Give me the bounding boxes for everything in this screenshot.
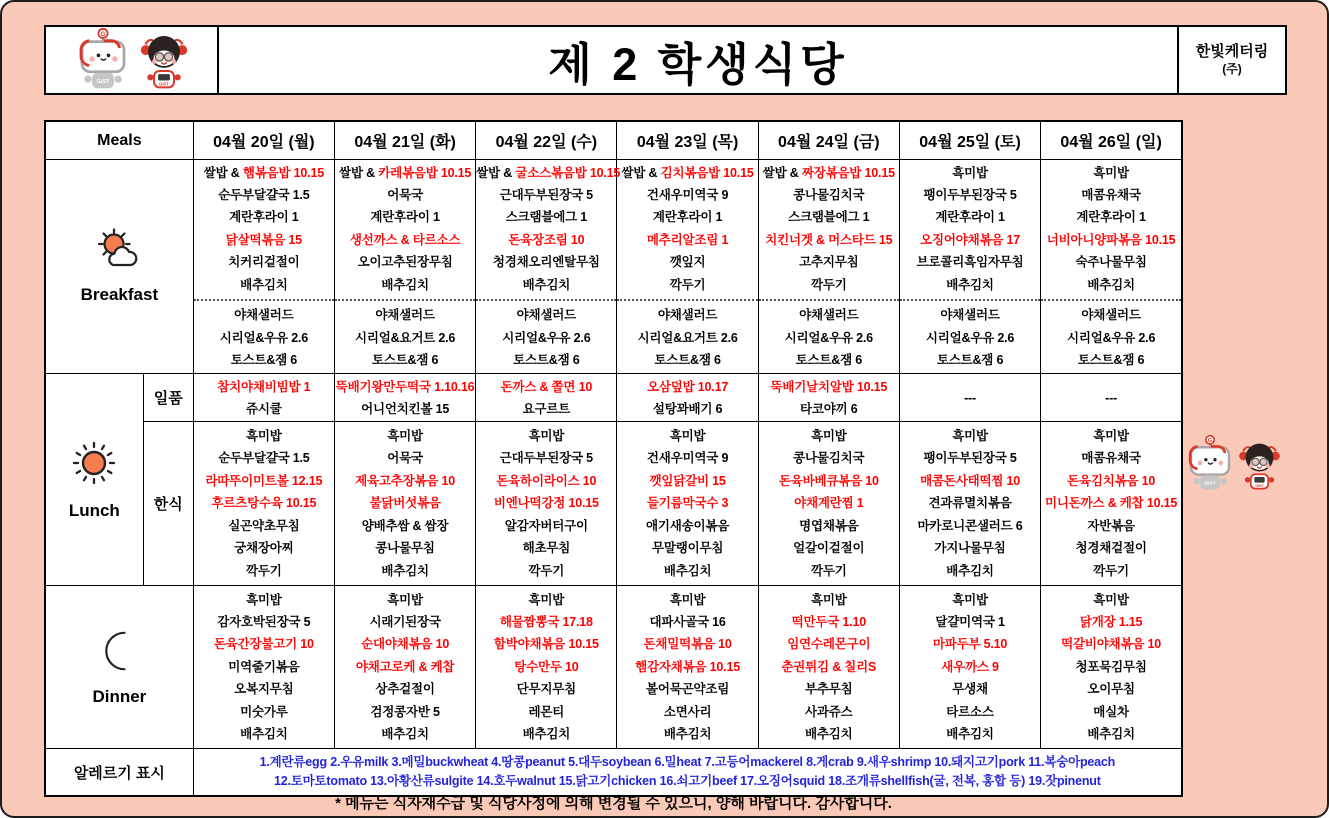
menu-item: 레몬티: [528, 704, 565, 719]
menu-item: 쌀밥 & 굴소스볶음밥 10.15: [476, 165, 621, 180]
menu-item: 야채샐러드: [799, 308, 859, 323]
menu-item: 매실차: [1093, 704, 1129, 719]
allergy-label: 알레르기 표시: [45, 749, 193, 797]
menu-item: 계란후라이 1: [229, 210, 299, 225]
menu-item: 청경채오리엔탈무침: [492, 255, 600, 270]
menu-item: 치커리겉절이: [228, 255, 300, 270]
menu-item: 들기름막국수 3: [646, 496, 729, 511]
menu-item: 배추김치: [946, 563, 994, 578]
menu-item: 흑미밥: [246, 429, 282, 444]
menu-item: 대파사골국 16: [649, 614, 726, 629]
menu-cell: [758, 586, 899, 749]
footer-note: * 메뉴는 식자재수급 및 식당사정에 의해 변경될 수 있으니, 양해 바랍니다. 감사합니다.: [335, 795, 892, 812]
menu-item: 배추김치: [946, 727, 994, 742]
menu-item: 깍두기: [669, 277, 706, 292]
menu-item: 견과류멸치볶음: [928, 496, 1012, 511]
menu-item: 흑미밥: [246, 592, 282, 607]
menu-item: 배추김치: [522, 727, 571, 742]
menu-item: 근대두부된장국 5: [499, 188, 593, 203]
menu-item: 흑미밥: [1093, 592, 1129, 607]
menu-item: 계란후라이 1: [1076, 210, 1146, 225]
menu-item: 배추김치: [1087, 727, 1135, 742]
hansik-label: 한식: [143, 422, 193, 586]
menu-item: 흑미밥: [669, 592, 706, 607]
menu-item: 돈채밀떡볶음 10: [643, 637, 732, 652]
allergy-content: [193, 749, 1182, 797]
menu-item: 배추김치: [946, 277, 994, 292]
menu-item: 후르츠탕수육 10.15: [211, 496, 317, 511]
menu-item: 배추김치: [663, 727, 712, 742]
lunch-label-cell: [45, 374, 143, 586]
menu-item: 토스트&잼 6: [230, 352, 298, 367]
menu-item: 흑미밥: [1093, 429, 1129, 444]
menu-item: 함박야채볶음 10.15: [493, 637, 599, 652]
menu-item: 돈육하이라이스 10: [496, 473, 597, 488]
menu-item: 쥬시쿨: [246, 401, 282, 416]
menu-item: 야채샐러드: [516, 308, 577, 323]
menu-item: 오징어야채볶음 17: [920, 232, 1020, 247]
menu-cell: [899, 160, 1040, 374]
dinner-label-cell: [45, 586, 193, 749]
menu-item: 시리얼&우유 2.6: [219, 330, 308, 345]
menu-item: 마카로니콘샐러드 6: [917, 518, 1023, 533]
menu-cell: [334, 160, 475, 374]
menu-item: 깍두기: [528, 563, 565, 578]
menu-item: 생선까스 & 타르소스: [349, 232, 461, 247]
dinner-row: [45, 586, 1182, 749]
mascot-girl-icon: [1238, 439, 1281, 492]
day-header: 04월 20일 (월): [193, 121, 334, 160]
caterer-suffix: (주): [1222, 61, 1242, 76]
menu-item: 라따뚜이미트볼 12.15: [205, 473, 323, 488]
menu-item: 사과쥬스: [805, 704, 853, 719]
menu-item: 소면사리: [663, 704, 712, 719]
menu-item: 시리얼&우유 2.6: [502, 330, 591, 345]
menu-item: 시래기된장국: [369, 614, 441, 629]
menu-cell: [193, 374, 334, 422]
day-header: 04월 21일 (화): [334, 121, 475, 160]
menu-cell: [476, 374, 617, 422]
menu-item: 타코야끼 6: [800, 401, 858, 416]
menu-item: 자반볶음: [1087, 518, 1135, 533]
menu-item: 야채샐러드: [940, 308, 1000, 323]
menu-item: 어묵국: [387, 188, 423, 203]
weekly-menu-table: [44, 120, 1183, 797]
menu-item: 미니돈까스 & 케찹 10.15: [1045, 496, 1178, 511]
menu-item: 돈육장조림 10: [508, 232, 585, 247]
menu-item: 흑미밥: [810, 429, 847, 444]
menu-item: 치킨너겟 & 머스타드 15: [765, 232, 893, 247]
menu-item: 양배추쌈 & 쌈장: [361, 518, 449, 533]
ilpum-label: 일품: [143, 374, 193, 422]
menu-item: 떡갈비야채볶음 10: [1061, 637, 1162, 652]
menu-item: 배추김치: [805, 727, 853, 742]
menu-item: 너비아니양파볶음 10.15: [1046, 232, 1176, 247]
menu-item: 춘권튀김 & 칠리S: [781, 659, 877, 674]
menu-item: 해물짬뽕국 17.18: [499, 614, 593, 629]
day-header: 04월 23일 (목): [617, 121, 758, 160]
menu-cell: [617, 422, 758, 586]
breakfast-label-cell: [45, 160, 193, 374]
menu-item: 깍두기: [246, 563, 282, 578]
lunch-hansik-row: [45, 422, 1182, 586]
menu-item: 쌀밥 & 카레볶음밥 10.15: [339, 165, 472, 180]
menu-item: 시리얼&요거트 2.6: [637, 330, 738, 345]
menu-item: 순두부달걀국 1.5: [218, 451, 310, 466]
mascot-robot-icon: [1186, 434, 1234, 492]
allergy-row: [45, 749, 1182, 797]
menu-item: 매콤돈사태떡찜 10: [920, 473, 1020, 488]
menu-item: 감자호박된장국 5: [217, 614, 311, 629]
menu-cell: [1041, 374, 1182, 422]
menu-item: 돈까스 & 쫄면 10: [500, 379, 593, 394]
menu-item: 시리얼&요거트 2.6: [355, 330, 456, 345]
menu-item: 오이고추된장무침: [357, 255, 453, 270]
menu-item: 상추겉절이: [375, 682, 435, 697]
menu-item: 설탕꽈배기 6: [652, 401, 723, 416]
menu-item: 어니언치킨볼 15: [361, 401, 450, 416]
menu-item: 매콤유채국: [1081, 451, 1141, 466]
menu-item: 토스트&잼 6: [795, 352, 862, 367]
menu-item: 토스트&잼 6: [654, 352, 721, 367]
menu-cell: [758, 374, 899, 422]
menu-item: 깻잎지: [669, 255, 706, 270]
menu-item: 돈육김치볶음 10: [1067, 473, 1156, 488]
mascot-girl-icon: [139, 31, 189, 91]
menu-item: 스크램블에그 1: [505, 210, 587, 225]
menu-cell: [334, 422, 475, 586]
menu-item: 쌀밥 & 짜장볶음밥 10.15: [762, 165, 895, 180]
menu-item: 뚝배기왕만두떡국 1.10.16: [335, 379, 475, 394]
menu-item: 흑미밥: [528, 429, 565, 444]
meals-header: Meals: [45, 121, 193, 160]
menu-cell: [476, 422, 617, 586]
menu-item: 흑미밥: [387, 592, 423, 607]
menu-item: 비엔나떡강정 10.15: [493, 496, 599, 511]
menu-item: 야채계란찜 1: [794, 496, 864, 511]
menu-item: ---: [1105, 390, 1118, 405]
dotted-divider: [900, 299, 1040, 301]
menu-item: 시리얼&우유 2.6: [784, 330, 873, 345]
menu-item: 매콤유채국: [1081, 188, 1141, 203]
menu-cell: [193, 422, 334, 586]
menu-item: 청경채겉절이: [1075, 541, 1147, 556]
allergy-line: 12.토마토tomato 13.아황산류sulgite 14.호두walnut 15.닭고기chicken 16.쇠고기beef 17.오징어squid 18.조개류shellfish(굴, 전복, 홍합 등) 19.잣pinenut: [274, 774, 1101, 788]
menu-item: 햄감자채볶음 10.15: [635, 659, 740, 674]
menu-item: 볼어묵곤약조림: [646, 682, 730, 697]
menu-item: 임연수레몬구이: [787, 637, 871, 652]
menu-item: 돈육간장불고기 10: [213, 637, 314, 652]
menu-item: 흑미밥: [952, 592, 988, 607]
menu-item: 참치야채비빔밥 1: [217, 379, 311, 394]
menu-item: 야채샐러드: [234, 308, 294, 323]
menu-item: 타르소스: [946, 704, 994, 719]
lunch-ilpum-row: [45, 374, 1182, 422]
menu-item: 순대야채볶음 10: [361, 637, 450, 652]
menu-item: 미숫가루: [240, 704, 288, 719]
menu-cell: [899, 586, 1040, 749]
menu-cell: [1041, 586, 1182, 749]
menu-item: 쌀밥 & 햄볶음밥 10.15: [203, 165, 324, 180]
allergy-line: 1.계란류egg 2.우유milk 3.메밀buckwheat 4.땅콩peanut 5.대두soybean 6.밀heat 7.고등어mackerel 8.게crab 9.새우shrimp 10.돼지고기pork 11.복숭아peach: [259, 755, 1116, 769]
menu-cell: [617, 374, 758, 422]
menu-cell: [758, 160, 899, 374]
menu-item: 야채고로케 & 케찹: [355, 659, 455, 674]
day-header: 04월 25일 (토): [899, 121, 1040, 160]
menu-item: 새우까스 9: [941, 659, 999, 674]
menu-item: 배추김치: [522, 277, 571, 292]
menu-item: 건새우미역국 9: [646, 188, 729, 203]
menu-item: 흑미밥: [952, 429, 988, 444]
menu-item: 오삼덮밥 10.17: [647, 379, 729, 394]
menu-cell: [476, 586, 617, 749]
menu-cell: [899, 374, 1040, 422]
menu-item: 깻잎닭갈비 15: [649, 473, 726, 488]
menu-item: 시리얼&우유 2.6: [925, 330, 1015, 345]
menu-item: 계란후라이 1: [652, 210, 723, 225]
menu-item: ---: [964, 390, 976, 405]
menu-item: 배추김치: [381, 277, 429, 292]
menu-item: 깍두기: [810, 563, 847, 578]
logo: [46, 27, 217, 93]
menu-item: 콩나물김치국: [793, 451, 865, 466]
menu-item: 흑미밥: [528, 592, 565, 607]
menu-item: 건새우미역국 9: [646, 451, 729, 466]
dotted-divider: [335, 299, 475, 301]
mascot-robot-icon: [75, 27, 131, 91]
menu-item: 떡만두국 1.10: [791, 614, 866, 629]
menu-item: 오복지무침: [234, 682, 294, 697]
menu-cell: [617, 586, 758, 749]
menu-item: 쌀밥 & 김치볶음밥 10.15: [621, 165, 754, 180]
menu-item: 배추김치: [240, 277, 288, 292]
menu-item: 실곤약초무침: [228, 518, 300, 533]
menu-item: 순두부달걀국 1.5: [218, 188, 310, 203]
menu-cell: [193, 160, 334, 374]
menu-item: 야채샐러드: [1081, 308, 1141, 323]
menu-item: 토스트&잼 6: [936, 352, 1004, 367]
day-header: 04월 26일 (일): [1041, 121, 1182, 160]
menu-item: 배추김치: [381, 563, 429, 578]
menu-item: 달걀미역국 1: [935, 614, 1005, 629]
menu-item: 브로콜리흑임자무침: [916, 255, 1024, 270]
menu-cell: [334, 374, 475, 422]
day-header: 04월 24일 (금): [758, 121, 899, 160]
menu-item: 야채샐러드: [375, 308, 435, 323]
menu-item: 고추지무침: [799, 255, 859, 270]
menu-item: 계란후라이 1: [370, 210, 440, 225]
menu-item: 단무지무침: [516, 682, 577, 697]
menu-item: 시리얼&우유 2.6: [1066, 330, 1156, 345]
menu-item: 흑미밥: [1093, 165, 1129, 180]
menu-item: 탕수만두 10: [514, 659, 579, 674]
menu-item: 얼갈이겉절이: [793, 541, 865, 556]
menu-item: 토스트&잼 6: [513, 352, 580, 367]
menu-item: 계란후라이 1: [935, 210, 1005, 225]
menu-item: 청포묵김무침: [1075, 659, 1147, 674]
menu-cell: [193, 586, 334, 749]
menu-item: 근대두부된장국 5: [499, 451, 593, 466]
dotted-divider: [759, 299, 899, 301]
dinner-moon-icon: [99, 628, 139, 674]
menu-item: 닭개장 1.15: [1079, 614, 1143, 629]
dotted-divider: [194, 299, 334, 301]
menu-item: 검정콩자반 5: [370, 704, 440, 719]
menu-item: 콩나물김치국: [793, 188, 865, 203]
header-bar: [44, 25, 1287, 95]
menu-item: 숙주나물무침: [1075, 255, 1147, 270]
lunch-sun-icon: [69, 438, 119, 488]
menu-item: 메추리알조림 1: [646, 232, 729, 247]
menu-item: 해초무침: [522, 541, 571, 556]
menu-item: 배추김치: [381, 727, 429, 742]
menu-item: 흑미밥: [387, 429, 423, 444]
lunch-label: Lunch: [68, 501, 120, 520]
menu-item: 흑미밥: [810, 592, 847, 607]
menu-item: 닭살떡볶음 15: [225, 232, 302, 247]
dotted-divider: [617, 299, 757, 301]
menu-item: 무말랭이무침: [651, 541, 724, 556]
side-mascots: [1186, 434, 1281, 492]
menu-item: 콩나물무침: [375, 541, 435, 556]
menu-item: 흑미밥: [669, 429, 706, 444]
menu-item: 깍두기: [1093, 563, 1129, 578]
menu-item: 흑미밥: [952, 165, 988, 180]
dinner-label: Dinner: [92, 686, 147, 706]
menu-item: 제육고추장볶음 10: [355, 473, 456, 488]
menu-item: 배추김치: [1087, 277, 1135, 292]
menu-item: 스크램블에그 1: [788, 210, 870, 225]
menu-cell: [334, 586, 475, 749]
dotted-divider: [1041, 299, 1181, 301]
breakfast-row: [45, 160, 1182, 374]
menu-cell: [476, 160, 621, 374]
dotted-divider: [476, 299, 616, 301]
menu-item: 알감자버터구이: [504, 518, 588, 533]
table-header-row: [45, 121, 1182, 160]
menu-item: 명엽채볶음: [799, 518, 859, 533]
menu-item: 오이무침: [1087, 682, 1135, 697]
menu-item: 궁채장아찌: [234, 541, 294, 556]
caterer-box: [1179, 27, 1285, 93]
menu-item: 미역줄기볶음: [228, 659, 300, 674]
menu-cell: [617, 160, 758, 374]
breakfast-label: Breakfast: [80, 285, 159, 304]
menu-item: 요구르트: [522, 401, 571, 416]
menu-item: 불닭버섯볶음: [369, 496, 441, 511]
menu-item: 토스트&잼 6: [1077, 352, 1145, 367]
menu-item: 가지나물무침: [934, 541, 1006, 556]
menu-item: 무생채: [952, 682, 988, 697]
menu-item: 애기새송이볶음: [646, 518, 730, 533]
menu-item: 배추김치: [240, 727, 288, 742]
caterer-name: 한빛케터링: [1195, 43, 1269, 61]
page-title: 제 2 학생식당: [217, 27, 1179, 93]
menu-item: 팽이두부된장국 5: [923, 188, 1017, 203]
menu-cell: [1041, 422, 1182, 586]
breakfast-sun-cloud-icon: [92, 228, 146, 272]
menu-cell: [1041, 160, 1182, 374]
menu-item: 돈육바베큐볶음 10: [778, 473, 879, 488]
menu-item: 어묵국: [387, 451, 423, 466]
menu-item: 부추무침: [805, 682, 853, 697]
menu-cell: [758, 422, 899, 586]
menu-item: 뚝배기날치알밥 10.15: [770, 379, 888, 394]
menu-item: 배추김치: [663, 563, 712, 578]
day-header: 04월 22일 (수): [476, 121, 617, 160]
menu-item: 마파두부 5.10: [932, 637, 1008, 652]
menu-cell: [899, 422, 1040, 586]
menu-item: 깍두기: [810, 277, 847, 292]
menu-item: 야채샐러드: [657, 308, 718, 323]
menu-item: 팽이두부된장국 5: [923, 451, 1017, 466]
menu-item: 토스트&잼 6: [371, 352, 439, 367]
